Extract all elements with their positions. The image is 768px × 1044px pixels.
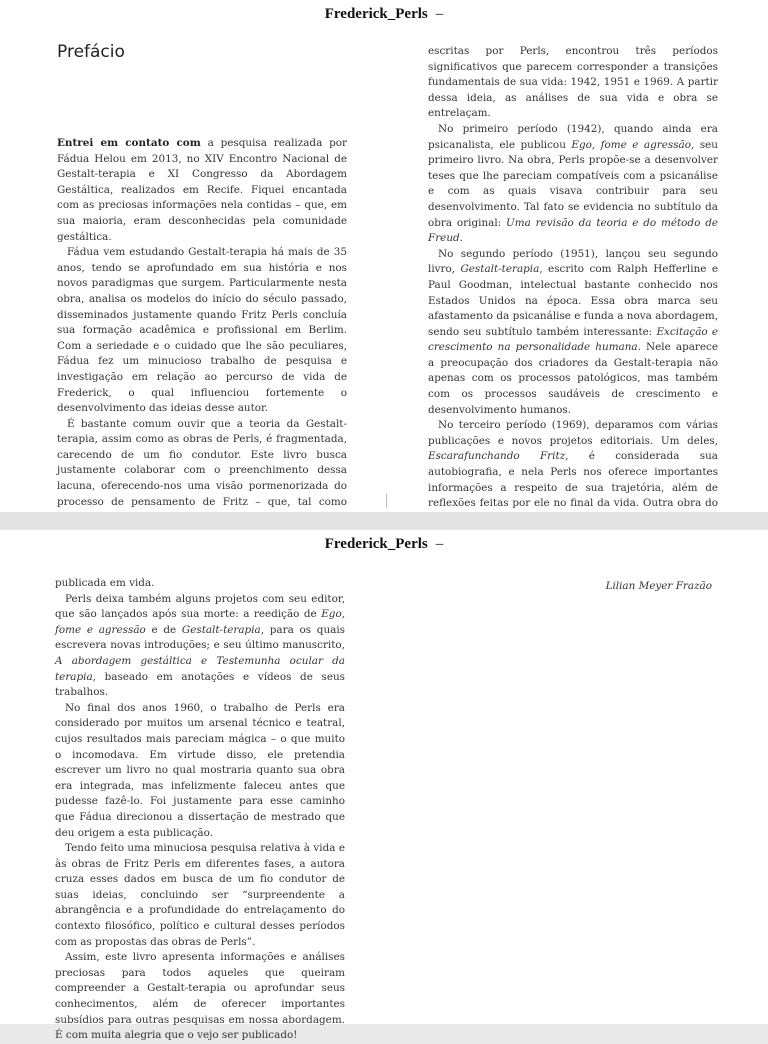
- right-column: [428, 44, 718, 527]
- paragraph: É bastante comum ouvir que a teoria da Gestalt-terapia, assim como as obras de Perls, é fragmentada, carecendo de um fio condutor. Este livro busca justamente colaborar com o preenchimento dessa lacuna, oferecendo-nos uma visão pormenorizada do processo de pensamento de Fritz – que, tal como: [57, 417, 347, 508]
- column-divider: [386, 494, 387, 508]
- page-header: [0, 6, 768, 23]
- section-title: Prefácio: [57, 42, 125, 62]
- left-column: [55, 576, 345, 1044]
- page-gap: [0, 512, 768, 530]
- paragraph: No terceiro período (1969), deparamos com várias publicações e novos projetos editoriais. Um deles, Escarafunchando Fritz, é considerada sua autobiografia, e nela Perls nos oferece importantes informações a respeito de sua trajetória, além de reflexões feitas por ele no final da vida. Outra obra do: [428, 419, 718, 510]
- document-page-1: [0, 0, 768, 512]
- header-title: Frederick_Perls: [324, 6, 428, 22]
- paragraph: Assim, este livro apresenta informações e análises preciosas para todos aqueles que queiram compreender a Gestalt-terapia ou aprofundar seus conhecimentos, além de oferecer importantes subsídios para outras pesquisas em nossa abordagem. É com muita alegria que o vejo ser publicado!: [55, 951, 345, 1042]
- header-title: Frederick_Perls: [324, 536, 428, 552]
- left-column: [57, 136, 347, 541]
- header-dash: –: [435, 6, 444, 22]
- paragraph: No final dos anos 1960, o trabalho de Perls era considerado por muitos um arsenal técnico e teatral, cujos resultados mais pareciam mágica – o que muito o incomodava. Em virtude disso, ele pretendia escrever um livro no qual mostraria quanto sua obra era integrada, mas infelizmente faleceu antes que pudesse fazê-lo. Foi justamente para esse caminho que Fádua direcionou a dissertação de mestrado que deu origem a esta publicação.: [55, 701, 345, 839]
- paragraph: publicada em vida.: [55, 577, 155, 589]
- author-signature: Lilian Meyer Frazão: [605, 580, 712, 592]
- header-dash: –: [435, 536, 444, 552]
- page-header: [0, 536, 768, 553]
- paragraph: Fádua vem estudando Gestalt-terapia há mais de 35 anos, tendo se aprofundado em sua história e nos novos paradigmas que surgem. Particularmente nesta obra, analisa os modelos do início do século passado, disseminados justamente quando Fritz Perls concluía sua formação acadêmica e profissional em Berlim. Com a seriedade e o cuidado que lhe são peculiares, Fádua fez um minucioso trabalho de pesquisa e investigação em relação ao percurso de vida de Frederick, o qual influenciou fortemente o desenvolvimento das ideias desse autor.: [57, 246, 347, 415]
- paragraph: No primeiro período (1942), quando ainda era psicanalista, ele publicou Ego, fome e agressão, seu primeiro livro. Na obra, Perls propõe-se a desenvolver teses que lhe pareciam compatíveis com a psicanálise e com as quais visava contribuir para seu desenvolvimento. Tal fato se evidencia no subtítulo da obra original: Uma revisão da teoria e do método de Freud.: [428, 122, 718, 245]
- paragraph: escritas por Perls, encontrou três períodos significativos que parecem corresponder a transições fundamentais de sua vida: 1942, 1951 e 1969. A partir dessa ideia, as análises de sua vida e obra se entrelaçam.: [428, 45, 718, 120]
- paragraph: Perls deixa também alguns projetos com seu editor, que são lançados após sua morte: a reedição de Ego, fome e agressão e de Gestalt-terapia, para os quais escrevera novas introduções; e seu último manuscrito, A abordagem gestáltica e Testemunha ocular da terapia, baseado em anotações e vídeos de seus trabalhos.: [55, 592, 345, 699]
- paragraph: Tendo feito uma minuciosa pesquisa relativa à vida e às obras de Fritz Perls em diferentes fases, a autora cruza esses dados em busca de um fio condutor de suas ideias, concluindo ser “surpreendente a abrangência e a profundidade do entrelaçamento do contexto filosófico, político e cultural desses períodos com as propostas das obras de Perls”.: [55, 842, 345, 948]
- paragraph: Entrei em contato com a pesquisa realizada por Fádua Helou em 2013, no XIV Encontro Nacional de Gestalt-terapia e XI Congresso da Abordagem Gestáltica, realizados em Recife. Fiquei encantada com as preciosas informações nela contidas – que, em sua maioria, eram desconhecidas pela comunidade gestáltica.: [57, 137, 347, 243]
- document-page-2: [0, 530, 768, 1042]
- paragraph: No segundo período (1951), lançou seu segundo livro, Gestalt-terapia, escrito com Ralph Hefferline e Paul Goodman, intelectual bastante conhecido nos Estados Unidos na época. Essa obra marca seu afastamento da psicanálise e funda a nova abordagem, sendo seu subtítulo também interessante: Excitação e crescimento na personalidade humana. Nele aparece a preocupação dos criadores da Gestalt-terapia não apenas com os processos patológicos, mas também com os processos saudáveis de crescimento e desenvolvimento humanos.: [428, 247, 718, 416]
- lead-in: Entrei em contato com: [57, 137, 201, 149]
